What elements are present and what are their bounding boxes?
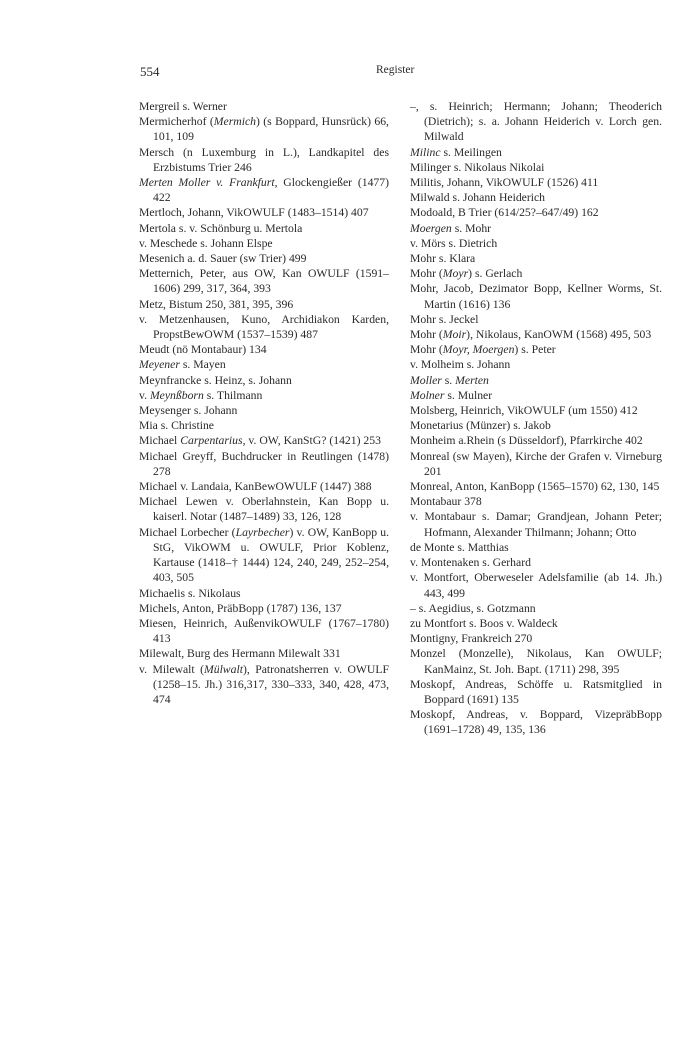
register-entry: v. Meschede s. Johann Elspe bbox=[139, 236, 273, 250]
register-entry: Monzel (Monzelle), Nikolaus, Kan OWULF; KanMainz, St. Joh. Bapt. (1711) 298, 395 bbox=[410, 647, 662, 676]
register-entry: Michael v. Landaia, KanBewOWULF (1447) 388 bbox=[139, 480, 372, 494]
register-entry: Montigny, Frankreich 270 bbox=[410, 632, 533, 646]
register-entry: Meynfrancke s. Heinz, s. Johann bbox=[139, 373, 292, 387]
register-entry: Meyener s. Mayen bbox=[139, 358, 226, 372]
page-number: 554 bbox=[140, 64, 160, 79]
register-entry: Meysenger s. Johann bbox=[139, 404, 238, 418]
register-entry: Moskopf, Andreas, Schöffe u. Ratsmitglied in Boppard (1691) 135 bbox=[410, 677, 662, 706]
register-entry: Monreal, Anton, KanBopp (1565–1570) 62, 130, 145 bbox=[410, 480, 660, 494]
register-entry: Molner s. Mulner bbox=[410, 388, 493, 402]
register-entry: v. Montenaken s. Gerhard bbox=[410, 556, 531, 570]
register-entry: Monheim a.Rhein (s Düsseldorf), Pfarrkirche 402 bbox=[410, 434, 643, 448]
register-entry: Milwald s. Johann Heiderich bbox=[410, 191, 546, 205]
register-entry: Mertloch, Johann, VikOWULF (1483–1514) 407 bbox=[139, 206, 369, 220]
register-entry: Moller s. Merten bbox=[410, 373, 489, 387]
register-column-left bbox=[139, 99, 389, 707]
register-entry: Mohr s. Klara bbox=[410, 252, 476, 266]
register-entry: Moergen s. Mohr bbox=[410, 221, 492, 235]
page-header bbox=[140, 64, 540, 82]
register-entry: Montabaur 378 bbox=[410, 495, 482, 509]
register-entry: Merten Moller v. Frankfurt, Glockengießer (1477) 422 bbox=[139, 176, 389, 205]
register-entry: Mia s. Christine bbox=[139, 419, 214, 433]
register-entry: v. Milewalt (Mülwalt), Patronatsherren v. OWULF (1258–15. Jh.) 316,317, 330–333, 340, 428, 473, 474 bbox=[139, 662, 389, 706]
register-entry: Michael Lewen v. Oberlahnstein, Kan Bopp u. kaiserl. Notar (1487–1489) 33, 126, 128 bbox=[139, 495, 389, 524]
register-entry: v. Metzenhausen, Kuno, Archidiakon Karden, PropstBewOWM (1537–1539) 487 bbox=[139, 312, 389, 342]
register-entry: Milinger s. Nikolaus Nikolai bbox=[410, 160, 545, 174]
register-entry: Michael Lorbecher (Layrbecher) v. OW, KanBopp u. StG, VikOWM u. OWULF, Prior Koblenz, Kartause (1418–† 1444) 124, 240, 249, 252–254, 403, 505 bbox=[139, 525, 389, 585]
register-entry: v. Mörs s. Dietrich bbox=[410, 236, 498, 250]
register-entry: Mohr (Moyr, Moergen) s. Peter bbox=[410, 343, 556, 357]
register-column-right bbox=[410, 99, 662, 738]
register-entry: de Monte s. Matthias bbox=[410, 540, 509, 554]
register-entry: Modoald, B Trier (614/25?–647/49) 162 bbox=[410, 206, 599, 220]
register-entry: Mohr s. Jeckel bbox=[410, 312, 479, 326]
register-entry: Meudt (nö Montabaur) 134 bbox=[139, 343, 267, 357]
register-entry: –, s. Heinrich; Hermann; Johann; Theoderich (Dietrich); s. a. Johann Heiderich v. Lorch gen. Milwald bbox=[410, 100, 662, 144]
register-entry: Mesenich a. d. Sauer (sw Trier) 499 bbox=[139, 252, 307, 266]
register-entry: – s. Aegidius, s. Gotzmann bbox=[410, 601, 536, 615]
register-entry: Molsberg, Heinrich, VikOWULF (um 1550) 412 bbox=[410, 404, 638, 418]
register-entry: Mohr (Moir), Nikolaus, KanOWM (1568) 495, 503 bbox=[410, 328, 652, 342]
register-entry: zu Montfort s. Boos v. Waldeck bbox=[410, 616, 558, 630]
register-entry: Milewalt, Burg des Hermann Milewalt 331 bbox=[139, 647, 341, 661]
register-entry: Michael Greyff, Buchdrucker in Reutlingen (1478) 278 bbox=[139, 449, 389, 478]
register-entry: Michael Carpentarius, v. OW, KanStG? (1421) 253 bbox=[139, 434, 381, 448]
register-entry: Monreal (sw Mayen), Kirche der Grafen v. Virneburg 201 bbox=[410, 449, 662, 478]
register-entry: v. Montfort, Oberweseler Adelsfamilie (ab 14. Jh.) 443, 499 bbox=[410, 571, 662, 600]
register-entry: Mersch (n Luxemburg in L.), Landkapitel des Erzbistums Trier 246 bbox=[139, 145, 389, 174]
register-entry: Metz, Bistum 250, 381, 395, 396 bbox=[139, 297, 294, 311]
register-entry: Michels, Anton, PräbBopp (1787) 136, 137 bbox=[139, 601, 342, 615]
register-entry: Miesen, Heinrich, AußenvikOWULF (1767–1780) 413 bbox=[139, 616, 389, 646]
register-entry: v. Molheim s. Johann bbox=[410, 358, 511, 372]
register-entry: Monetarius (Münzer) s. Jakob bbox=[410, 419, 551, 433]
register-entry: Militis, Johann, VikOWULF (1526) 411 bbox=[410, 176, 599, 190]
register-entry: Mermicherhof (Mermich) (s Boppard, Hunsrück) 66, 101, 109 bbox=[139, 115, 389, 144]
register-entry: v. Meynßborn s. Thilmann bbox=[139, 388, 263, 402]
register-entry: Moskopf, Andreas, v. Boppard, VizepräbBopp (1691–1728) 49, 135, 136 bbox=[410, 708, 662, 737]
register-entry: Michaelis s. Nikolaus bbox=[139, 586, 241, 600]
register-entry: Mohr, Jacob, Dezimator Bopp, Kellner Worms, St. Martin (1616) 136 bbox=[410, 282, 662, 311]
register-entry: Metternich, Peter, aus OW, Kan OWULF (1591–1606) 299, 317, 364, 393 bbox=[139, 267, 389, 296]
register-entry: v. Montabaur s. Damar; Grandjean, Johann Peter; Hofmann, Alexander Thilmann; Johann; Otto bbox=[410, 510, 662, 539]
register-entry: Milinc s. Meilingen bbox=[410, 145, 502, 159]
running-head: Register bbox=[376, 64, 415, 76]
register-entry: Mertola s. v. Schönburg u. Mertola bbox=[139, 221, 303, 235]
register-entry: Mergreil s. Werner bbox=[139, 100, 227, 113]
register-entry: Mohr (Moyr) s. Gerlach bbox=[410, 267, 523, 281]
